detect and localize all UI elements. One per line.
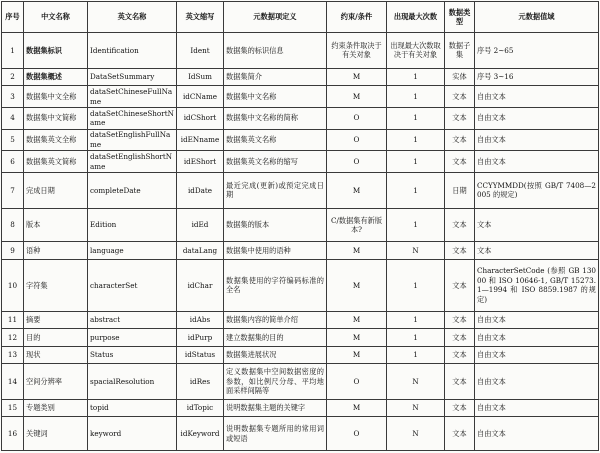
cell-definition: 数据集的版本: [224, 208, 327, 242]
cell-data-type: 文本: [445, 242, 475, 259]
cell-english-abbr: idRes: [177, 364, 224, 400]
cell-max-occurrence: N: [387, 364, 445, 400]
cell-max-occurrence: N: [387, 417, 445, 451]
cell-constraint: M: [327, 399, 387, 416]
cell-definition: 数据集简介: [224, 68, 327, 85]
cell-chinese-name: 数据集概述: [24, 68, 88, 85]
cell-domain: CharacterSetCode (参照 GB 13000 和 ISO 10646-1, GB/T 15273.1—1994 和 ISO 8859.1987 的规定): [475, 259, 599, 311]
header-no: 序号: [2, 2, 24, 33]
header-definition: 元数据项定义: [224, 2, 327, 33]
cell-chinese-name: 摘要: [24, 311, 88, 328]
cell-english-abbr: idStatus: [177, 346, 224, 363]
cell-domain: 自由文本: [475, 329, 599, 346]
cell-no: 11: [2, 311, 24, 328]
cell-constraint: M: [327, 259, 387, 311]
cell-constraint: M: [327, 329, 387, 346]
cell-chinese-name: 完成日期: [24, 173, 88, 209]
cell-constraint: M: [327, 242, 387, 259]
cell-constraint: M: [327, 346, 387, 363]
cell-definition: 数据集中使用的语种: [224, 242, 327, 259]
cell-domain: CCYYMMDD(按照 GB/T 7408—2005 的规定): [475, 173, 599, 209]
cell-english-abbr: Ident: [177, 33, 224, 69]
cell-definition: 数据集中文名称的简称: [224, 107, 327, 129]
cell-domain: 自由文本: [475, 364, 599, 400]
cell-english-name: spacialResolution: [88, 364, 177, 400]
cell-max-occurrence: 1: [387, 346, 445, 363]
cell-no: 9: [2, 242, 24, 259]
cell-english-name: characterSet: [88, 259, 177, 311]
cell-english-name: dataSetEnglishFullName: [88, 129, 177, 151]
cell-chinese-name: 数据集英文全称: [24, 129, 88, 151]
cell-definition: 最近完成(更新)或预定完成日期: [224, 173, 327, 209]
cell-definition: 说明数据集主题的关键字: [224, 399, 327, 416]
cell-max-occurrence: 1: [387, 107, 445, 129]
cell-chinese-name: 版本: [24, 208, 88, 242]
cell-english-name: Edition: [88, 208, 177, 242]
cell-data-type: 文本: [445, 364, 475, 400]
cell-chinese-name: 空间分辨率: [24, 364, 88, 400]
cell-data-type: 文本: [445, 417, 475, 451]
cell-constraint: M: [327, 86, 387, 108]
table-row: [2, 107, 599, 129]
cell-domain: 自由文本: [475, 311, 599, 328]
cell-definition: 数据集英文名称: [224, 129, 327, 151]
cell-no: 3: [2, 86, 24, 108]
cell-english-abbr: idEShort: [177, 151, 224, 173]
cell-english-abbr: idENname: [177, 129, 224, 151]
cell-constraint: O: [327, 364, 387, 400]
cell-domain: 序号 3~16: [475, 68, 599, 85]
cell-no: 14: [2, 364, 24, 400]
cell-constraint: M: [327, 311, 387, 328]
cell-max-occurrence: 1: [387, 151, 445, 173]
cell-max-occurrence: 1: [387, 259, 445, 311]
table-row: [2, 329, 599, 346]
cell-max-occurrence: 1: [387, 68, 445, 85]
cell-no: 13: [2, 346, 24, 363]
cell-data-type: 日期: [445, 173, 475, 209]
cell-data-type: 文本: [445, 346, 475, 363]
cell-no: 5: [2, 129, 24, 151]
table-row: [2, 417, 599, 451]
cell-no: 4: [2, 107, 24, 129]
table-header-row: [2, 2, 599, 33]
cell-chinese-name: 字符集: [24, 259, 88, 311]
cell-chinese-name: 数据集英文简称: [24, 151, 88, 173]
header-domain: 元数据值域: [475, 2, 599, 33]
cell-max-occurrence: 1: [387, 208, 445, 242]
cell-english-name: dataSetChineseFullName: [88, 86, 177, 108]
header-english-name: 英文名称: [88, 2, 177, 33]
table-row: [2, 346, 599, 363]
cell-english-name: topid: [88, 399, 177, 416]
cell-constraint: M: [327, 68, 387, 85]
cell-english-name: keyword: [88, 417, 177, 451]
cell-max-occurrence: N: [387, 242, 445, 259]
cell-domain: 自由文本: [475, 129, 599, 151]
cell-english-name: DataSetSummary: [88, 68, 177, 85]
cell-english-abbr: IdSum: [177, 68, 224, 85]
cell-chinese-name: 数据集中文简称: [24, 107, 88, 129]
cell-data-type: 文本: [445, 208, 475, 242]
cell-domain: 文本: [475, 242, 599, 259]
cell-no: 12: [2, 329, 24, 346]
table-row: [2, 364, 599, 400]
cell-constraint: O: [327, 129, 387, 151]
cell-english-abbr: idDate: [177, 173, 224, 209]
cell-definition: 建立数据集的目的: [224, 329, 327, 346]
cell-no: 2: [2, 68, 24, 85]
cell-constraint: 约束条件取决于有关对象: [327, 33, 387, 69]
cell-english-abbr: idTopic: [177, 399, 224, 416]
cell-domain: 自由文本: [475, 346, 599, 363]
header-chinese-name: 中文名称: [24, 2, 88, 33]
cell-data-type: 文本: [445, 399, 475, 416]
header-data-type: 数据类型: [445, 2, 475, 33]
table-row: [2, 151, 599, 173]
cell-english-abbr: idCShort: [177, 107, 224, 129]
cell-english-abbr: idKeyword: [177, 417, 224, 451]
cell-domain: 文本: [475, 208, 599, 242]
table-body: [2, 33, 599, 451]
table-row: [2, 242, 599, 259]
cell-max-occurrence: 出现最大次数取决于有关对象: [387, 33, 445, 69]
cell-domain: 序号 2~65: [475, 33, 599, 69]
metadata-table: [1, 1, 599, 451]
cell-english-abbr: dataLang: [177, 242, 224, 259]
cell-english-name: language: [88, 242, 177, 259]
cell-definition: 数据集使用的字符编码标准的全名: [224, 259, 327, 311]
cell-no: 15: [2, 399, 24, 416]
cell-constraint: O: [327, 151, 387, 173]
cell-definition: 数据集英文名称的缩写: [224, 151, 327, 173]
cell-no: 10: [2, 259, 24, 311]
cell-data-type: 文本: [445, 311, 475, 328]
table-row: [2, 208, 599, 242]
cell-no: 6: [2, 151, 24, 173]
cell-max-occurrence: 1: [387, 129, 445, 151]
cell-definition: 数据集中文名称: [224, 86, 327, 108]
cell-constraint: O: [327, 107, 387, 129]
cell-chinese-name: 数据集标识: [24, 33, 88, 69]
cell-english-name: purpose: [88, 329, 177, 346]
cell-max-occurrence: 1: [387, 329, 445, 346]
cell-english-abbr: idAbs: [177, 311, 224, 328]
cell-constraint: M: [327, 173, 387, 209]
table-row: [2, 259, 599, 311]
cell-chinese-name: 专题类别: [24, 399, 88, 416]
cell-max-occurrence: 1: [387, 173, 445, 209]
cell-data-type: 实体: [445, 68, 475, 85]
cell-chinese-name: 数据集中文全称: [24, 86, 88, 108]
header-constraint: 约束/条件: [327, 2, 387, 33]
cell-definition: 数据集进展状况: [224, 346, 327, 363]
cell-domain: 自由文本: [475, 417, 599, 451]
table-row: [2, 311, 599, 328]
cell-data-type: 文本: [445, 329, 475, 346]
header-english-abbr: 英文缩写: [177, 2, 224, 33]
cell-chinese-name: 关键词: [24, 417, 88, 451]
cell-english-name: dataSetChineseShortName: [88, 107, 177, 129]
cell-max-occurrence: 1: [387, 311, 445, 328]
cell-domain: 自由文本: [475, 399, 599, 416]
cell-english-name: abstract: [88, 311, 177, 328]
cell-no: 7: [2, 173, 24, 209]
cell-max-occurrence: 1: [387, 86, 445, 108]
cell-english-name: completeDate: [88, 173, 177, 209]
cell-constraint: C/数据集有新版本?: [327, 208, 387, 242]
cell-max-occurrence: N: [387, 399, 445, 416]
table-row: [2, 33, 599, 69]
cell-domain: 自由文本: [475, 107, 599, 129]
cell-english-name: Status: [88, 346, 177, 363]
cell-definition: 定义数据集中空间数据密度的参数，如比例尺分母、平均地面采样间隔等: [224, 364, 327, 400]
table-row: [2, 86, 599, 108]
cell-data-type: 文本: [445, 151, 475, 173]
table-row: [2, 129, 599, 151]
cell-domain: 自由文本: [475, 86, 599, 108]
cell-data-type: 文本: [445, 107, 475, 129]
cell-english-abbr: idEd: [177, 208, 224, 242]
cell-constraint: O: [327, 417, 387, 451]
cell-chinese-name: 语种: [24, 242, 88, 259]
cell-data-type: 文本: [445, 259, 475, 311]
header-max-occurrence: 出现最大次数: [387, 2, 445, 33]
cell-english-abbr: idPurp: [177, 329, 224, 346]
cell-no: 1: [2, 33, 24, 69]
cell-domain: 自由文本: [475, 151, 599, 173]
cell-data-type: 文本: [445, 129, 475, 151]
cell-english-name: Identification: [88, 33, 177, 69]
cell-english-abbr: idChar: [177, 259, 224, 311]
cell-definition: 说明数据集专题所用的常用词或短语: [224, 417, 327, 451]
cell-no: 16: [2, 417, 24, 451]
cell-data-type: 文本: [445, 86, 475, 108]
table-row: [2, 399, 599, 416]
table-row: [2, 173, 599, 209]
cell-chinese-name: 现状: [24, 346, 88, 363]
cell-no: 8: [2, 208, 24, 242]
cell-english-abbr: idCName: [177, 86, 224, 108]
cell-english-name: dataSetEnglishShortName: [88, 151, 177, 173]
cell-definition: 数据集内容的简单介绍: [224, 311, 327, 328]
table-row: [2, 68, 599, 85]
cell-definition: 数据集的标识信息: [224, 33, 327, 69]
cell-chinese-name: 目的: [24, 329, 88, 346]
cell-data-type: 数据子集: [445, 33, 475, 69]
